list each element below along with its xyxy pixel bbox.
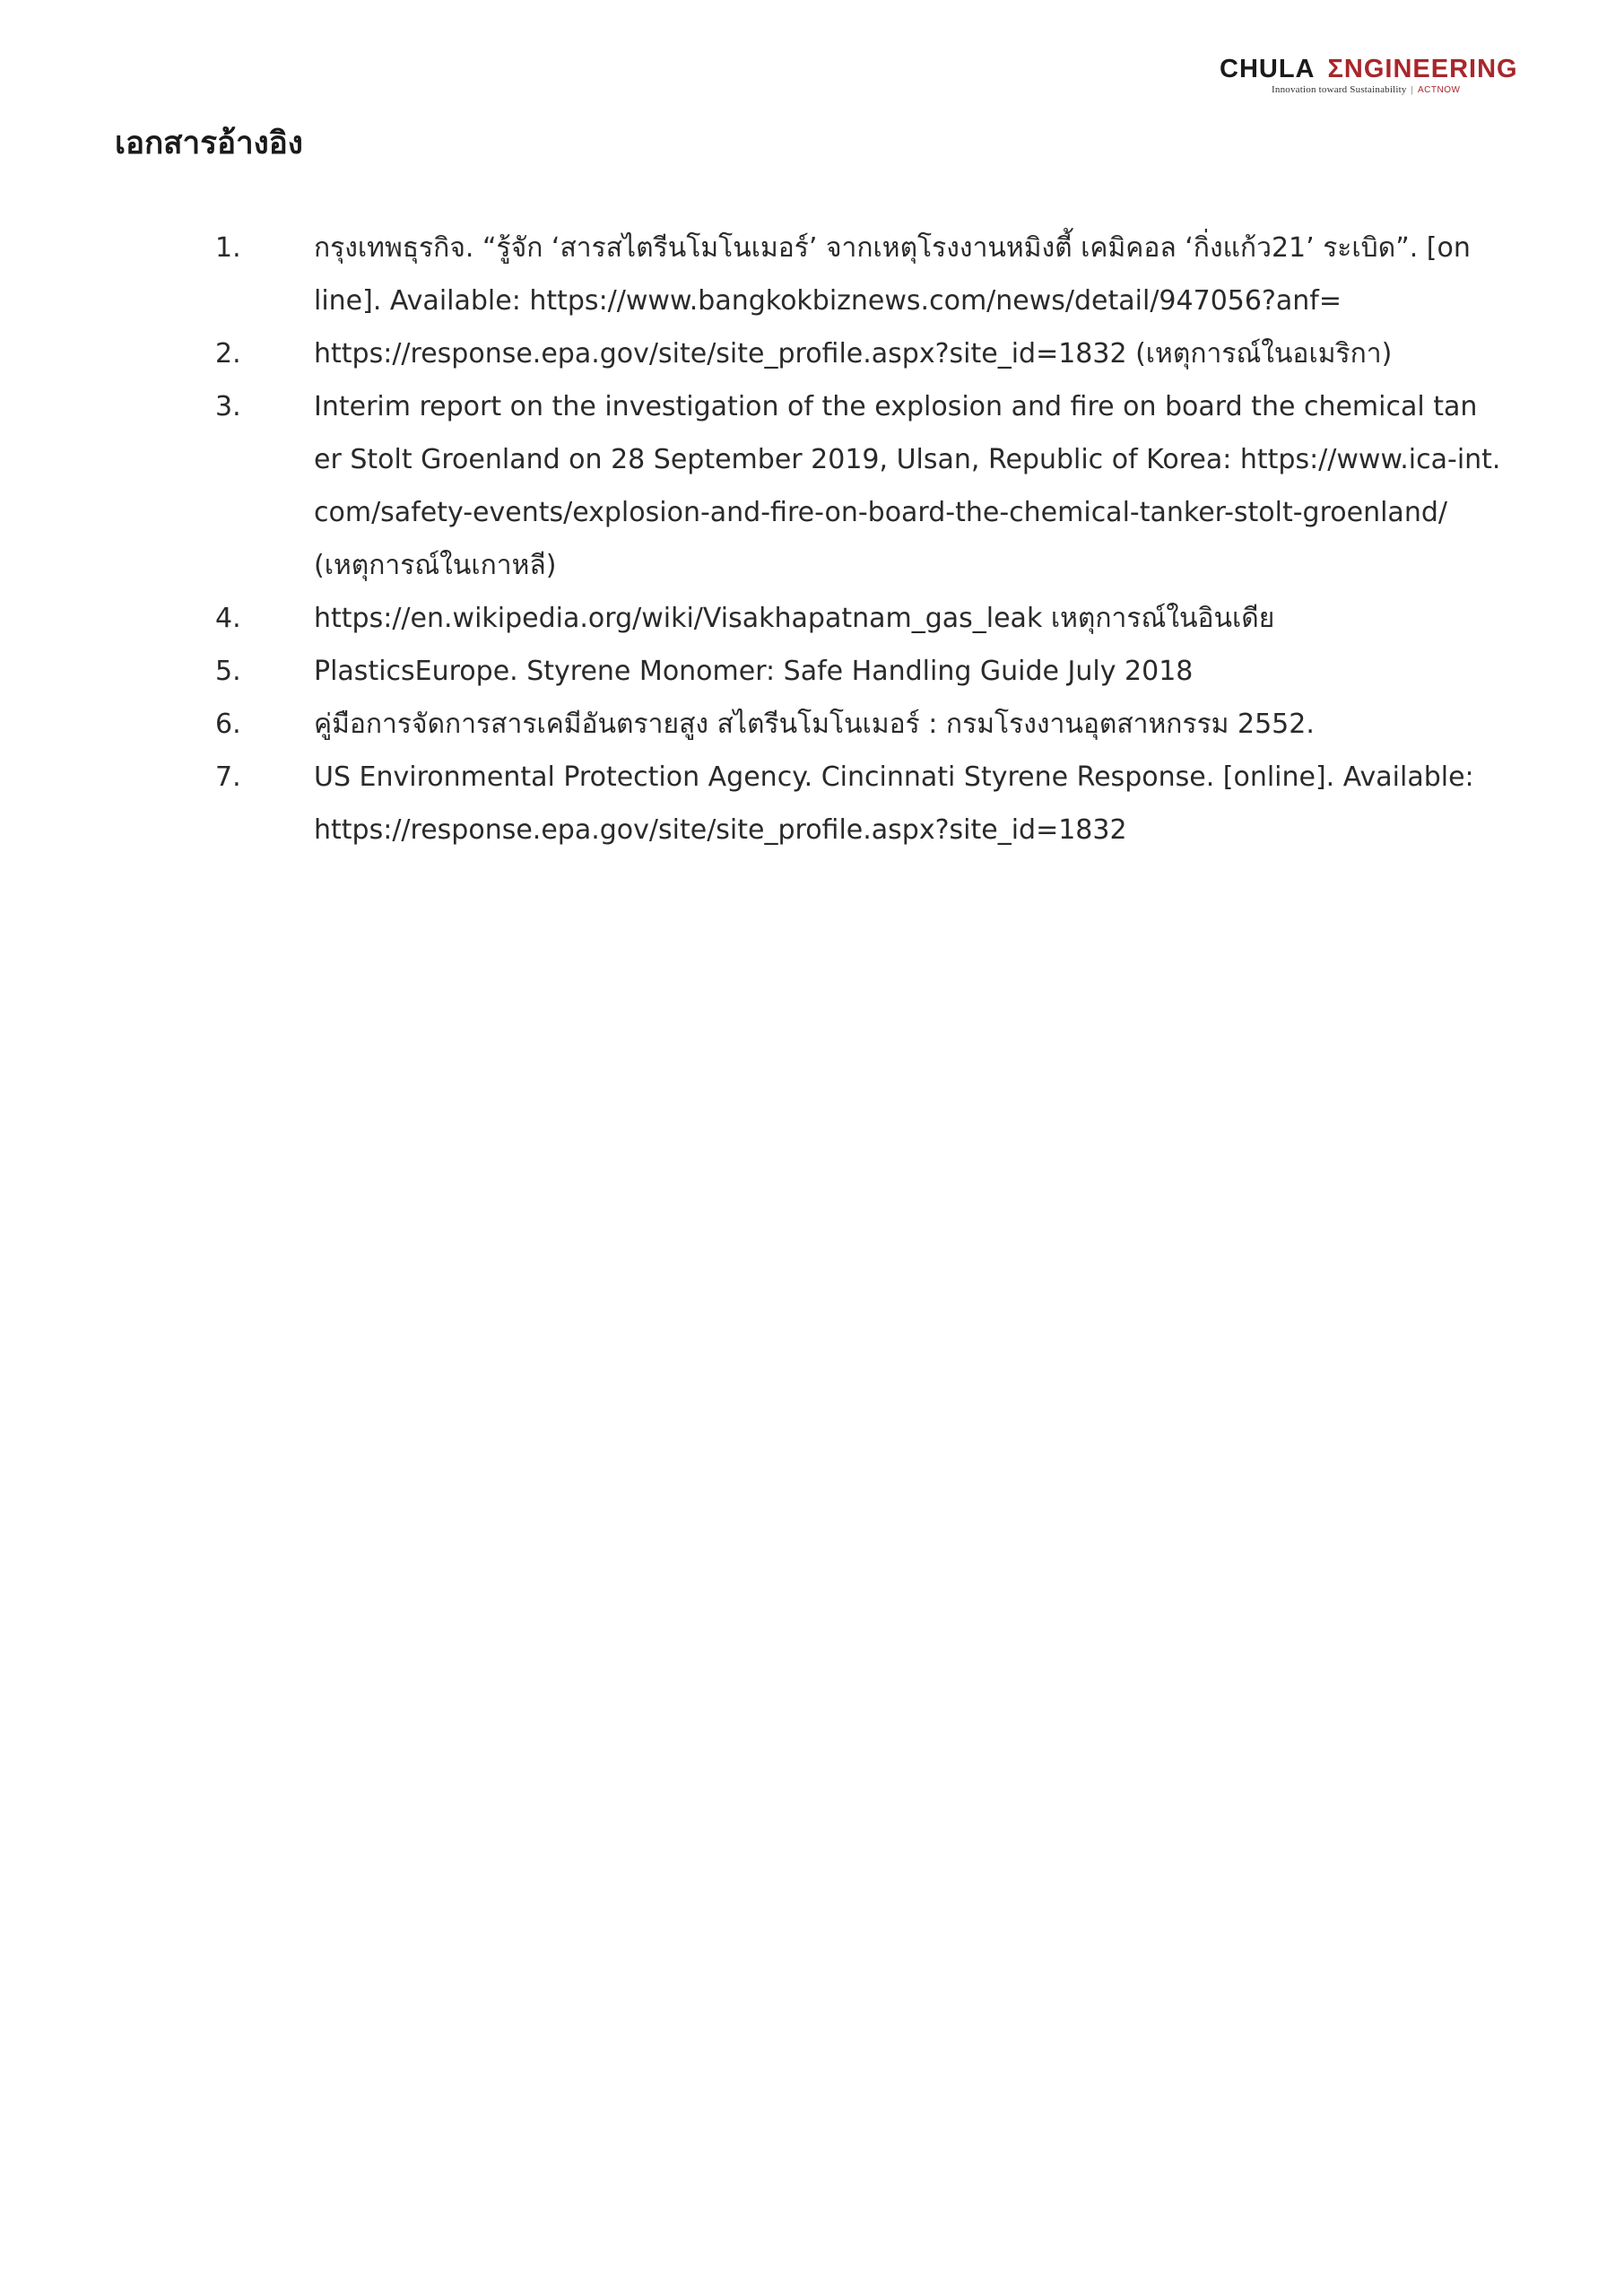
reference-number: 7.	[215, 761, 241, 793]
reference-text	[314, 592, 1624, 645]
reference-text-line: กรุงเทพธุรกิจ. “รู้จัก ‘สารสไตรีนโมโนเมอร์’ จากเหตุโรงงานหมิงตี้ เคมิคอล ‘กิ่งแก้ว21’ ระเบิด”. [on	[314, 232, 1471, 264]
reference-text-line: Interim report on the investigation of the explosion and fire on board the chemical tan	[314, 391, 1478, 422]
reference-text-line: https://response.epa.gov/site/site_profile.aspx?site_id=1832	[314, 814, 1127, 846]
reference-number: 6.	[215, 709, 241, 740]
reference-text	[314, 327, 1624, 380]
reference-text	[314, 222, 1624, 327]
reference-item	[0, 645, 1624, 698]
reference-text-line: US Environmental Protection Agency. Cincinnati Styrene Response. [online]. Available:	[314, 761, 1474, 793]
reference-text-line: คู่มือการจัดการสารเคมีอันตรายสูง สไตรีนโมโนเมอร์ : กรมโรงงานอุตสาหกรรม 2552.	[314, 709, 1315, 740]
logo-brand-actnow: ACTNOW	[1418, 85, 1461, 95]
logo-tagline-row	[1272, 84, 1460, 95]
reference-text-line: (เหตุการณ์ในเกาหลี)	[314, 550, 557, 581]
logo-wordmark	[1220, 54, 1518, 84]
reference-item	[0, 222, 1624, 327]
reference-text-line: com/safety-events/explosion-and-fire-on-board-the-chemical-tanker-stolt-groenland/	[314, 497, 1447, 528]
reference-text-line: PlasticsEurope. Styrene Monomer: Safe Handling Guide July 2018	[314, 656, 1194, 687]
logo-tagline: Innovation toward Sustainability	[1272, 84, 1407, 95]
reference-text	[314, 380, 1624, 592]
reference-text-line: line]. Available: https://www.bangkokbiznews.com/news/detail/947056?anf=	[314, 285, 1342, 317]
reference-text	[314, 645, 1624, 698]
logo-separator: |	[1411, 84, 1414, 95]
chula-engineering-logo	[1202, 54, 1524, 99]
logo-word-chula: CHULA	[1220, 55, 1316, 83]
reference-number: 3.	[215, 391, 241, 422]
page-title: เอกสารอ้างอิง	[115, 126, 303, 161]
reference-text	[314, 698, 1624, 751]
reference-item	[0, 592, 1624, 645]
reference-item	[0, 327, 1624, 380]
reference-number: 4.	[215, 603, 241, 634]
reference-text-line: https://response.epa.gov/site/site_profile.aspx?site_id=1832 (เหตุการณ์ในอเมริกา)	[314, 338, 1393, 370]
reference-list	[0, 222, 1624, 857]
reference-number: 5.	[215, 656, 241, 687]
logo-word-engineering: ΣNGINEERING	[1327, 55, 1518, 83]
reference-text-line: er Stolt Groenland on 28 September 2019, Ulsan, Republic of Korea: https://www.ica-int.	[314, 444, 1501, 475]
reference-item	[0, 380, 1624, 592]
reference-number: 2.	[215, 338, 241, 370]
reference-item	[0, 751, 1624, 857]
reference-text-line: https://en.wikipedia.org/wiki/Visakhapatnam_gas_leak เหตุการณ์ในอินเดีย	[314, 603, 1275, 634]
reference-text	[314, 751, 1624, 857]
reference-number: 1.	[215, 232, 241, 264]
reference-item	[0, 698, 1624, 751]
